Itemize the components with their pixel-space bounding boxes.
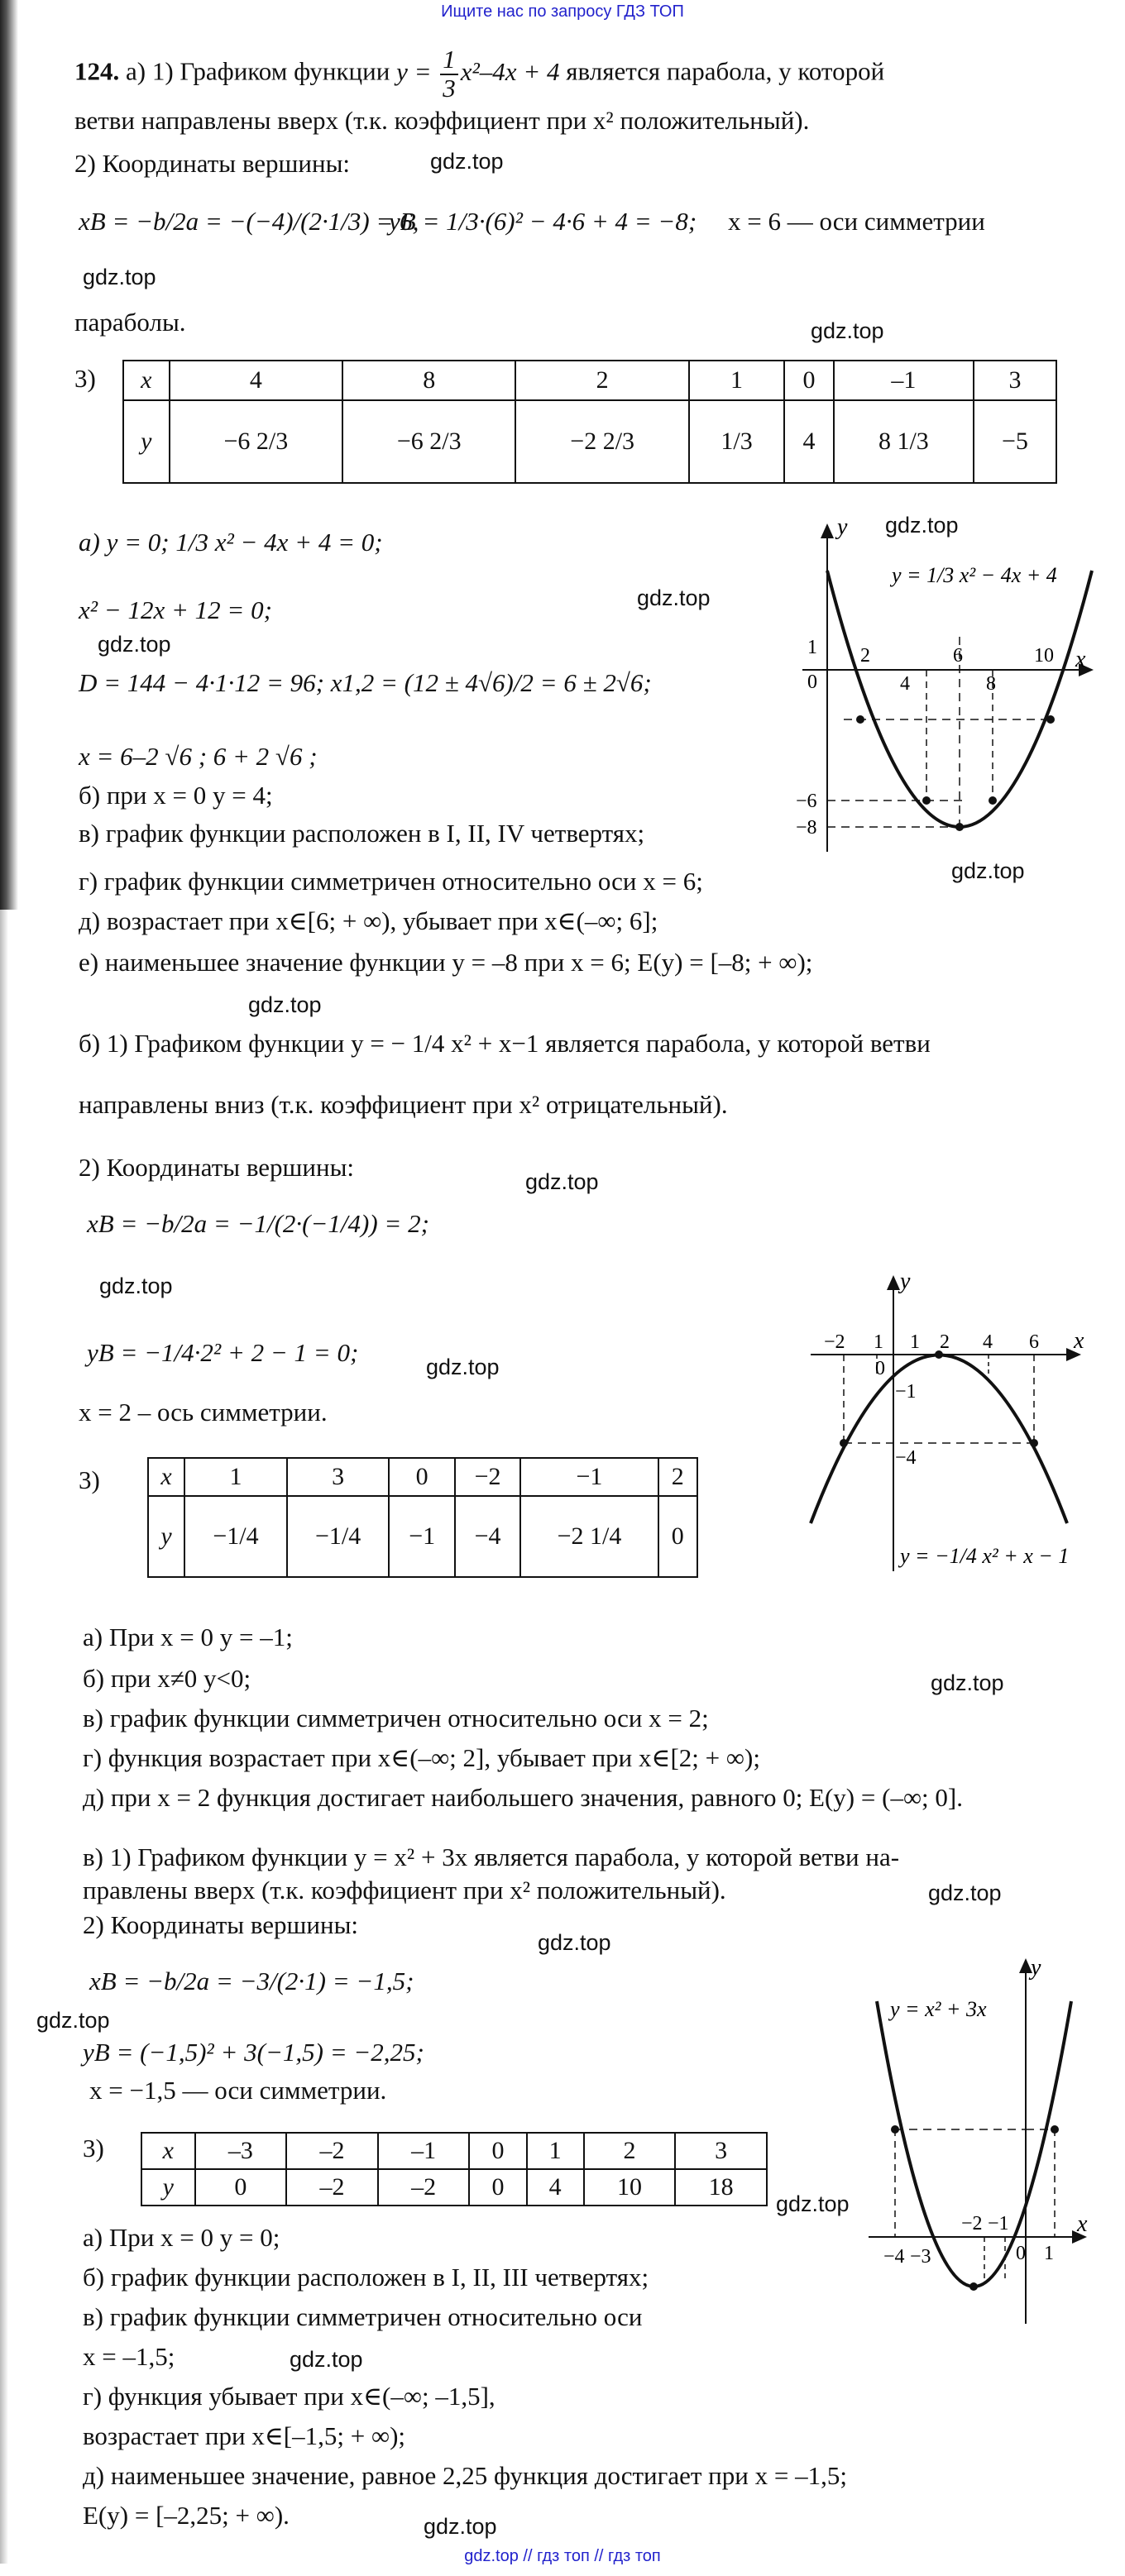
values-table-c bbox=[141, 2132, 768, 2206]
part-b-step-1: а) При x = 0 y = –1; bbox=[83, 1623, 293, 1651]
table-cell-x: −1 bbox=[520, 1458, 658, 1496]
vertex-y-formula: yB = 1/3·(6)² − 4·6 + 4 = −8; bbox=[389, 207, 697, 236]
solve-step-7: г) график функции симметричен относительно оси x = 6; bbox=[79, 867, 703, 896]
part-b-step-2: б) при x≠0 y<0; bbox=[83, 1664, 251, 1693]
part-b-vertex-heading: 2) Координаты вершины: bbox=[79, 1153, 355, 1182]
problem-number: 124. bbox=[74, 56, 120, 86]
point bbox=[840, 1439, 848, 1447]
watermark: gdz.top bbox=[538, 1930, 611, 1955]
table-head-y: y bbox=[148, 1496, 184, 1577]
tick-label: −1 bbox=[895, 1381, 917, 1403]
table-cell-x: –1 bbox=[834, 361, 974, 400]
point bbox=[922, 796, 931, 805]
part-b-step-5: д) при x = 2 функция достигает наибольшего значения, равного 0; E(y) = (–∞; 0]. bbox=[83, 1783, 963, 1812]
solve-step-3: D = 144 − 4·1·12 = 96; x1,2 = (12 ± 4√6)/2 = 6 ± 2√6; bbox=[79, 668, 652, 697]
values-table-b bbox=[147, 1457, 698, 1578]
part-b-axis: x = 2 – ось симметрии. bbox=[79, 1398, 328, 1427]
graph-c bbox=[860, 1952, 1100, 2332]
solve-step-6: в) график функции расположен в I, II, IV четвертях; bbox=[79, 819, 645, 848]
table-cell-x: 0 bbox=[784, 361, 834, 400]
tick-label: 0 bbox=[807, 671, 817, 693]
footer-link[interactable]: gdz.top bbox=[464, 2547, 519, 2565]
watermark: gdz.top bbox=[430, 149, 504, 174]
table-cell-x: −2 bbox=[455, 1458, 520, 1496]
vertex-x-formula: xB = −b/2a = −(−4)/(2·1/3) = 6, bbox=[79, 207, 419, 236]
tick-label: 1 bbox=[1044, 2243, 1054, 2264]
table-cell-y: −4 bbox=[455, 1496, 520, 1577]
tick-label: 2 bbox=[940, 1331, 950, 1353]
point bbox=[856, 715, 864, 724]
point bbox=[989, 796, 997, 805]
vertex-point bbox=[955, 823, 964, 831]
point bbox=[1030, 1439, 1038, 1447]
table-c-label: 3) bbox=[83, 2134, 104, 2163]
table-cell-x: 2 bbox=[584, 2133, 676, 2169]
tick-label: 2 bbox=[860, 645, 870, 667]
table-cell-x: –2 bbox=[286, 2133, 378, 2169]
point bbox=[1046, 715, 1055, 724]
part-c-step-3: в) график функции симметричен относительно оси bbox=[83, 2302, 643, 2331]
watermark: gdz.top bbox=[811, 318, 884, 343]
part-c-step-5: г) функция убывает при x∈(–∞; –1,5], bbox=[83, 2382, 495, 2411]
part-b-step-3: в) график функции симметричен относительно оси x = 2; bbox=[83, 1704, 709, 1732]
vertex-point bbox=[969, 2282, 978, 2291]
part-c-step-8: E(y) = [–2,25; + ∞). bbox=[83, 2501, 290, 2530]
table-cell-y: 1/3 bbox=[689, 400, 784, 483]
table-cell-y: 4 bbox=[527, 2169, 584, 2206]
watermark: gdz.top bbox=[424, 2514, 497, 2539]
watermark: gdz.top bbox=[248, 992, 322, 1017]
footer-links bbox=[0, 2547, 1125, 2566]
table-cell-y: −5 bbox=[974, 400, 1056, 483]
part-c-step-7: д) наименьшее значение, равное 2,25 функция достигает при x = –1,5; bbox=[83, 2461, 847, 2490]
table-head-x: x bbox=[123, 361, 170, 400]
watermark: gdz.top bbox=[931, 1670, 1004, 1695]
table-cell-y: −6 2/3 bbox=[342, 400, 515, 483]
table-cell-x: 3 bbox=[974, 361, 1056, 400]
table-row bbox=[148, 1496, 697, 1577]
watermark: gdz.top bbox=[776, 2191, 850, 2216]
table-row bbox=[141, 2133, 767, 2169]
table-cell-y: −2 1/4 bbox=[520, 1496, 658, 1577]
solve-step-1: а) y = 0; 1/3 x² − 4x + 4 = 0; bbox=[79, 528, 383, 557]
table-cell-y: −1/4 bbox=[184, 1496, 287, 1577]
table-cell-x: 3 bbox=[287, 1458, 390, 1496]
axis-label-x: x bbox=[1074, 1328, 1084, 1354]
table-cell-x: 3 bbox=[675, 2133, 767, 2169]
axis-label-y: y bbox=[900, 1269, 911, 1294]
tick-label: 8 bbox=[986, 673, 996, 695]
branches-text: ветви направлены вверх (т.к. коэффициент при x² положительный). bbox=[74, 106, 810, 135]
tick-label: 6 bbox=[953, 645, 963, 667]
tick-label: −2 bbox=[824, 1331, 845, 1353]
table-cell-y: 0 bbox=[195, 2169, 287, 2206]
axis-label-x: x bbox=[1075, 647, 1086, 672]
table-cell-x: 1 bbox=[184, 1458, 287, 1496]
part-a-intro-end: является парабола, у которой bbox=[566, 56, 885, 86]
tick-label: 0 bbox=[1016, 2243, 1026, 2264]
watermark: gdz.top bbox=[951, 858, 1025, 883]
watermark: gdz.top bbox=[36, 2008, 110, 2033]
footer-separator: // bbox=[594, 2547, 604, 2565]
table-cell-y: −1/4 bbox=[287, 1496, 390, 1577]
table-cell-x: 2 bbox=[658, 1458, 697, 1496]
graph-title: y = x² + 3x bbox=[890, 1997, 987, 2021]
tick-label: −4 bbox=[895, 1447, 917, 1469]
table-cell-x: 0 bbox=[469, 2133, 526, 2169]
table-row bbox=[123, 361, 1056, 400]
function-formula: y = $\frac{1}{3}$ x²–4x + 4 bbox=[396, 45, 560, 103]
tick-label: −2 bbox=[961, 2213, 983, 2234]
vertex-heading: 2) Координаты вершины: bbox=[74, 149, 351, 178]
tick-label: 0 bbox=[875, 1358, 885, 1379]
part-c-step-6: возрастает при x∈[–1,5; + ∞); bbox=[83, 2421, 406, 2450]
point bbox=[891, 2125, 899, 2134]
parabola-curve bbox=[877, 2001, 1071, 2287]
graph-title: y = 1/3 x² − 4x + 4 bbox=[892, 563, 1057, 587]
tick-label: 1 bbox=[874, 1331, 883, 1353]
scan-shadow-lower bbox=[0, 910, 8, 2564]
tick-label: 1 bbox=[807, 637, 817, 658]
table-row bbox=[141, 2169, 767, 2206]
solve-step-9: е) наименьшее значение функции y = –8 при x = 6; E(y) = [–8; + ∞); bbox=[79, 948, 813, 977]
table-cell-x: 0 bbox=[389, 1458, 454, 1496]
axis-label-y: y bbox=[837, 514, 848, 540]
table-cell-x: –3 bbox=[195, 2133, 287, 2169]
tick-label: 4 bbox=[900, 673, 910, 695]
table-cell-x: 8 bbox=[342, 361, 515, 400]
table-cell-y: 4 bbox=[784, 400, 834, 483]
graph-title: y = −1/4 x² + x − 1 bbox=[900, 1544, 1070, 1568]
part-b-vertex-x: xB = −b/2a = −1/(2·(−1/4)) = 2; bbox=[87, 1209, 429, 1238]
table-cell-y: –2 bbox=[378, 2169, 470, 2206]
tick-label: 10 bbox=[1034, 645, 1054, 667]
tick-label: −1 bbox=[988, 2213, 1009, 2234]
watermark: gdz.top bbox=[83, 265, 156, 289]
part-c-vertex-x: xB = −b/2a = −3/(2·1) = −1,5; bbox=[89, 1967, 414, 1995]
problem-header bbox=[74, 46, 884, 102]
part-c-axis: x = −1,5 — оси симметрии. bbox=[89, 2076, 387, 2105]
solve-step-8: д) возрастает при x∈[6; + ∞), убывает при x∈(–∞; 6]; bbox=[79, 906, 658, 935]
part-b-branches: направлены вниз (т.к. коэффициент при x² отрицательный). bbox=[79, 1090, 728, 1119]
table-row bbox=[148, 1458, 697, 1496]
graph-a bbox=[794, 513, 1100, 860]
table-row bbox=[123, 400, 1056, 483]
tick-label: −6 bbox=[796, 791, 817, 812]
part-b-intro: б) 1) Графиком функции y = − 1/4 x² + x−1 является парабола, у которой ветви bbox=[79, 1029, 931, 1058]
tick-label: −4 bbox=[883, 2246, 905, 2268]
tick-label: −3 bbox=[910, 2246, 931, 2268]
watermark: gdz.top bbox=[99, 1274, 173, 1298]
point bbox=[1051, 2125, 1059, 2134]
table-cell-x: –1 bbox=[378, 2133, 470, 2169]
table-cell-y: −1 bbox=[389, 1496, 454, 1577]
table-cell-y: 8 1/3 bbox=[834, 400, 974, 483]
tick-label: 4 bbox=[983, 1331, 993, 1353]
parabola-word: параболы. bbox=[74, 308, 186, 337]
table-cell-x: 4 bbox=[170, 361, 342, 400]
table-head-y: y bbox=[141, 2169, 195, 2206]
part-c-step-1: а) При x = 0 y = 0; bbox=[83, 2223, 280, 2252]
table-cell-y: 10 bbox=[584, 2169, 676, 2206]
table-head-x: x bbox=[148, 1458, 184, 1496]
part-b-vertex-y: yB = −1/4·2² + 2 − 1 = 0; bbox=[87, 1338, 359, 1367]
part-c-step-2: б) график функции расположен в I, II, III четвертях; bbox=[83, 2263, 649, 2292]
scan-shadow bbox=[0, 0, 18, 910]
search-banner[interactable]: Ищите нас по запросу ГДЗ ТОП bbox=[441, 2, 684, 21]
values-table-a bbox=[122, 360, 1057, 484]
part-c-intro: в) 1) Графиком функции y = x² + 3x является парабола, у которой ветви на- bbox=[83, 1842, 900, 1871]
watermark: gdz.top bbox=[98, 632, 171, 657]
part-a-intro: а) 1) Графиком функции bbox=[126, 56, 390, 86]
footer-link[interactable]: гдз топ bbox=[608, 2547, 661, 2565]
solve-step-4: x = 6–2 √6 ; 6 + 2 √6 ; bbox=[79, 742, 318, 771]
solve-step-2: x² − 12x + 12 = 0; bbox=[79, 595, 272, 624]
tick-label: −8 bbox=[796, 817, 817, 839]
part-c-step-4: x = –1,5; bbox=[83, 2342, 175, 2371]
watermark: gdz.top bbox=[290, 2347, 363, 2372]
table-cell-y: –2 bbox=[286, 2169, 378, 2206]
parabola-curve bbox=[811, 1355, 1067, 1524]
watermark: gdz.top bbox=[885, 513, 959, 538]
part-c-vertex-heading: 2) Координаты вершины: bbox=[83, 1910, 359, 1939]
watermark: gdz.top bbox=[525, 1169, 599, 1194]
symmetry-axis: x = 6 — оси симметрии bbox=[728, 207, 985, 236]
table-cell-x: 1 bbox=[527, 2133, 584, 2169]
table-head-x: x bbox=[141, 2133, 195, 2169]
part-c-branches: правлены вверх (т.к. коэффициент при x² положительный). bbox=[83, 1876, 726, 1905]
graph-b bbox=[794, 1265, 1117, 1580]
table-head-y: y bbox=[123, 400, 170, 483]
table-cell-x: 1 bbox=[689, 361, 784, 400]
table-cell-y: −2 2/3 bbox=[515, 400, 688, 483]
footer-link[interactable]: гдз топ bbox=[537, 2547, 590, 2565]
footer-separator: // bbox=[523, 2547, 533, 2565]
watermark: gdz.top bbox=[928, 1881, 1002, 1905]
table-cell-y: 0 bbox=[469, 2169, 526, 2206]
watermark: gdz.top bbox=[637, 585, 711, 610]
axis-label-y: y bbox=[1031, 1955, 1041, 1981]
part-b-step-4: г) функция возрастает при x∈(–∞; 2], убывает при x∈[2; + ∞); bbox=[83, 1743, 760, 1772]
table-cell-y: −6 2/3 bbox=[170, 400, 342, 483]
table-b-label: 3) bbox=[79, 1465, 100, 1494]
solve-step-5: б) при x = 0 y = 4; bbox=[79, 781, 273, 810]
watermark: gdz.top bbox=[426, 1355, 500, 1379]
part-c-vertex-y: yB = (−1,5)² + 3(−1,5) = −2,25; bbox=[83, 2038, 424, 2067]
table-a-label: 3) bbox=[74, 364, 96, 393]
table-cell-y: 18 bbox=[675, 2169, 767, 2206]
axis-label-x: x bbox=[1077, 2211, 1088, 2237]
table-cell-x: 2 bbox=[515, 361, 688, 400]
tick-label: 1 bbox=[910, 1331, 920, 1353]
table-cell-y: 0 bbox=[658, 1496, 697, 1577]
tick-label: 6 bbox=[1029, 1331, 1039, 1353]
